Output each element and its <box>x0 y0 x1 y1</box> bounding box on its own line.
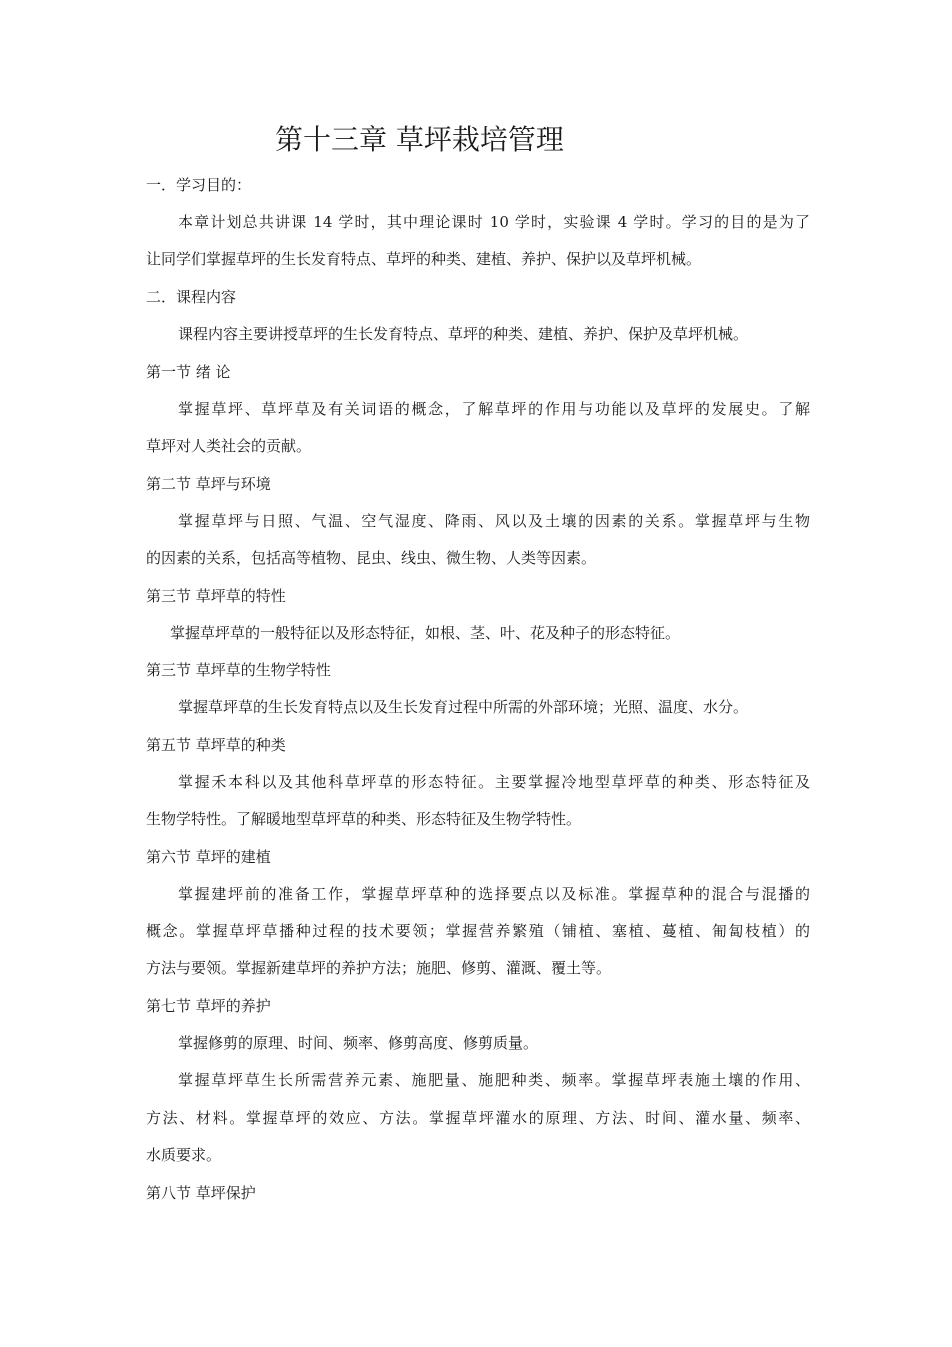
heading-learning-objectives: 一．学习目的： <box>146 176 252 194</box>
paragraph-line: 掌握修剪的原理、时间、频率、修剪高度、修剪质量。 <box>178 1034 539 1052</box>
paragraph-line: 掌握草坪草生长所需营养元素、施肥量、施肥种类、频率。掌握草坪表施土壤的作用、 <box>178 1071 810 1089</box>
paragraph-line: 掌握建坪前的准备工作，掌握草坪草种的选择要点以及标准。掌握草种的混合与混播的 <box>178 885 810 903</box>
section-heading-6: 第六节 草坪的建植 <box>146 848 271 866</box>
paragraph-line: 掌握草坪草的生长发育特点以及生长发育过程中所需的外部环境；光照、温度、水分。 <box>178 698 749 716</box>
paragraph-line: 本章计划总共讲课 14 学时，其中理论课时 10 学时，实验课 4 学时。学习的目的是为了 <box>178 213 810 231</box>
section-heading-4: 第三节 草坪草的生物学特性 <box>146 661 331 679</box>
paragraph-line: 让同学们掌握草坪的生长发育特点、草坪的种类、建植、养护、保护以及草坪机械。 <box>146 250 702 268</box>
paragraph-line: 方法、材料。掌握草坪的效应、方法。掌握草坪灌水的原理、方法、时间、灌水量、频率、 <box>146 1109 810 1127</box>
paragraph-line: 的因素的关系，包括高等植物、昆虫、线虫、微生物、人类等因素。 <box>146 549 597 567</box>
paragraph-line: 生物学特性。了解暖地型草坪草的种类、形态特征及生物学特性。 <box>146 810 582 828</box>
heading-course-content: 二．课程内容 <box>146 288 237 306</box>
section-heading-2: 第二节 草坪与环境 <box>146 475 271 493</box>
section-heading-7: 第七节 草坪的养护 <box>146 997 271 1015</box>
section-heading-3: 第三节 草坪草的特性 <box>146 587 286 605</box>
section-heading-8: 第八节 草坪保护 <box>146 1184 256 1202</box>
paragraph-line: 方法与要领。掌握新建草坪的养护方法；施肥、修剪、灌溉、覆土等。 <box>146 959 612 977</box>
paragraph-line: 课程内容主要讲授草坪的生长发育特点、草坪的种类、建植、养护、保护及草坪机械。 <box>178 325 749 343</box>
section-heading-5: 第五节 草坪草的种类 <box>146 736 286 754</box>
paragraph-line: 掌握草坪、草坪草及有关词语的概念，了解草坪的作用与功能以及草坪的发展史。了解 <box>178 400 810 418</box>
section-heading-1: 第一节 绪 论 <box>146 363 231 381</box>
paragraph-line: 掌握禾本科以及其他科草坪草的形态特征。主要掌握冷地型草坪草的种类、形态特征及 <box>178 773 810 791</box>
paragraph-line: 掌握草坪与日照、气温、空气湿度、降雨、风以及土壤的因素的关系。掌握草坪与生物 <box>178 512 810 530</box>
chapter-title: 第十三章 草坪栽培管理 <box>275 123 564 156</box>
paragraph-line: 掌握草坪草的一般特征以及形态特征，如根、茎、叶、花及种子的形态特征。 <box>170 624 681 642</box>
paragraph-line: 水质要求。 <box>146 1146 222 1164</box>
paragraph-line: 草坪对人类社会的贡献。 <box>146 437 312 455</box>
paragraph-line: 概念。掌握草坪草播种过程的技术要领；掌握营养繁殖（铺植、塞植、蔓植、匍匐枝植）的 <box>146 922 810 940</box>
